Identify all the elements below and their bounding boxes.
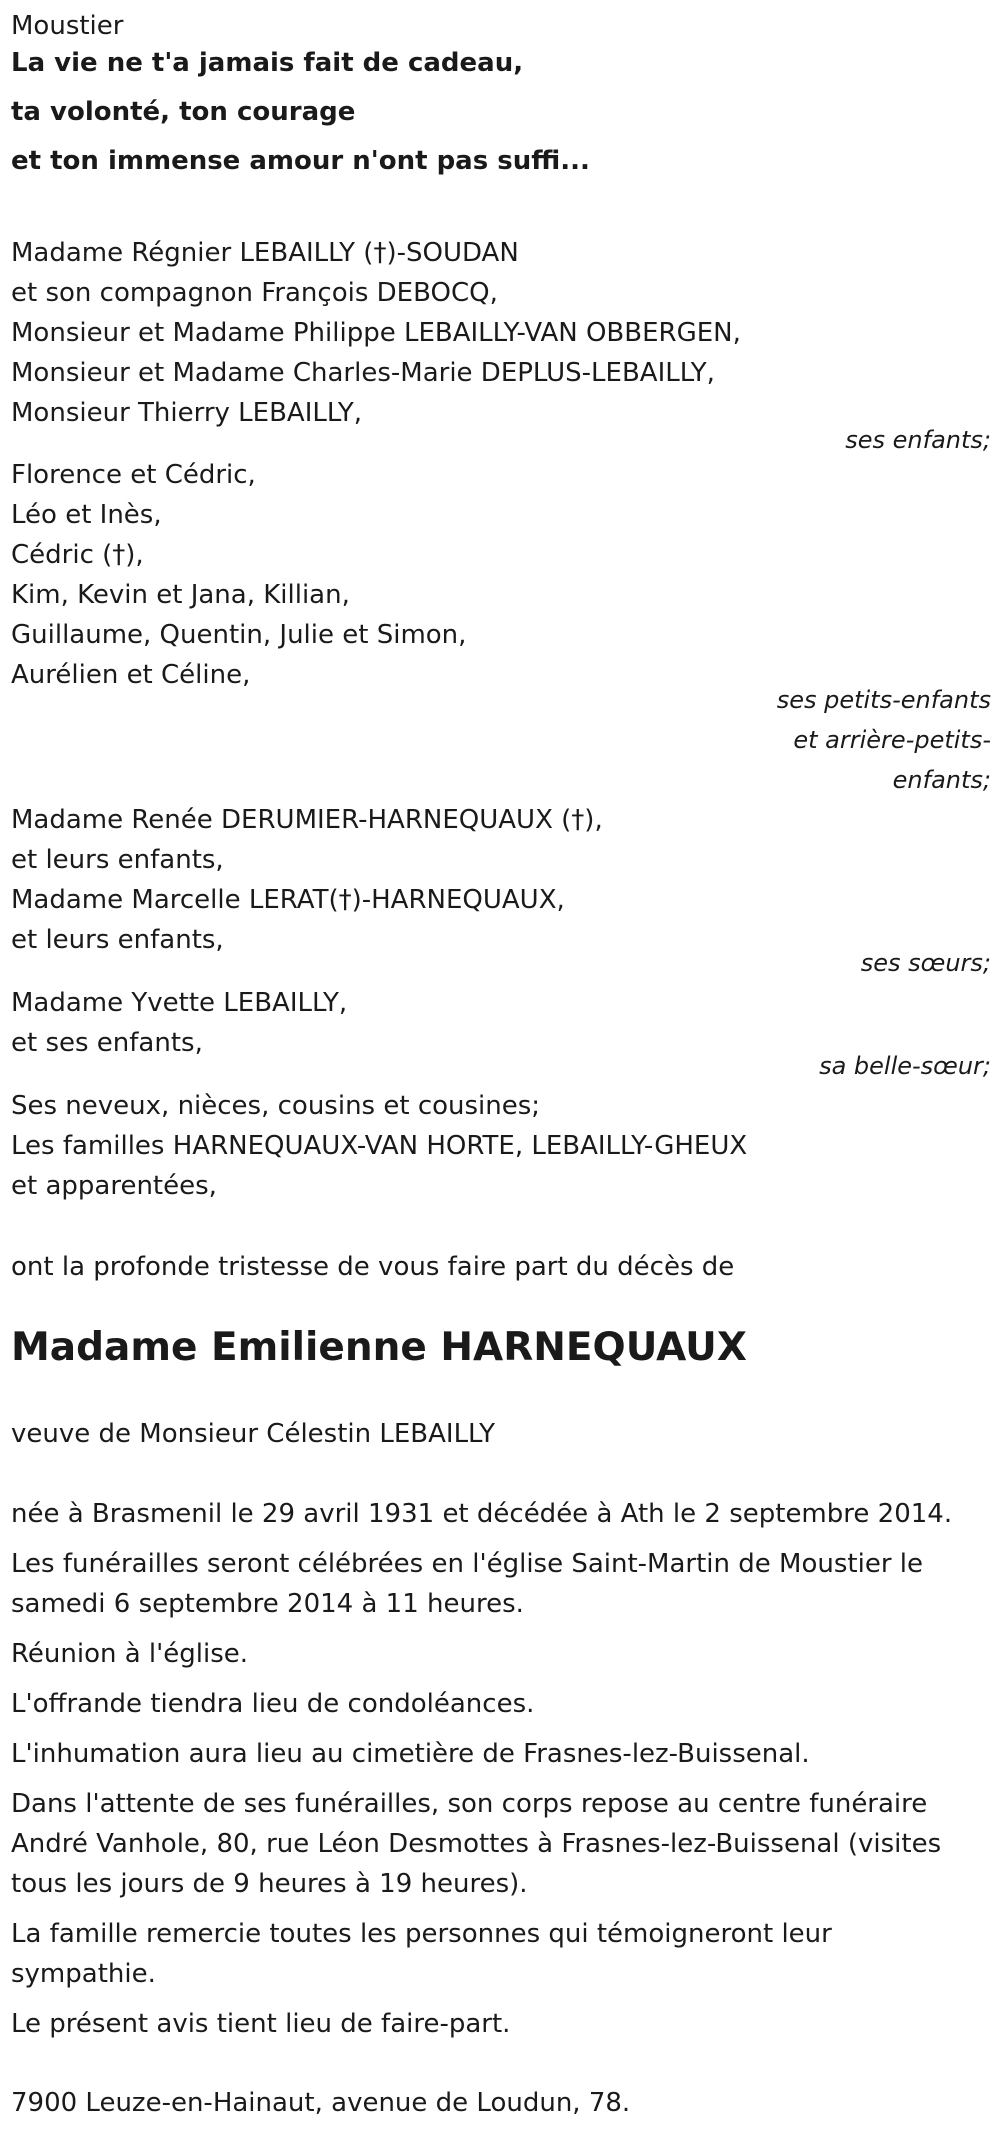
address: 7900 Leuze-en-Hainaut, avenue de Loudun, 78.: [11, 2088, 631, 2118]
detail-paragraph: Dans l'attente de ses funérailles, son corps repose au centre funéraire André Vanhole, 80, rue Léon Desmottes à Frasnes-lez-Buissenal (visites tous les jours de 9 heures à 19 heures).: [11, 1789, 942, 1899]
detail-paragraph: Les funérailles seront célébrées en l'église Saint-Martin de Moustier le samedi 6 septembre 2014 à 11 heures.: [11, 1549, 923, 1619]
family-line: Florence et Cédric,: [11, 460, 256, 490]
family-line: et ses enfants,: [11, 1028, 203, 1058]
family-line: Ses neveux, nièces, cousins et cousines;: [11, 1091, 541, 1121]
epigraph-line: La vie ne t'a jamais fait de cadeau,: [11, 48, 524, 78]
children-block: [11, 233, 991, 463]
family-line: Monsieur et Madame Philippe LEBAILLY-VAN OBBERGEN,: [11, 318, 741, 348]
family-line: Cédric (†),: [11, 540, 144, 570]
family-line: Léo et Inès,: [11, 500, 162, 530]
family-line: Guillaume, Quentin, Julie et Simon,: [11, 620, 467, 650]
place-name: Moustier: [11, 11, 124, 41]
detail-paragraph: La famille remercie toutes les personnes qui témoigneront leur sympathie.: [11, 1919, 832, 1989]
family-line: Madame Renée DERUMIER-HARNEQUAUX (†),: [11, 805, 603, 835]
epigraph-line: ta volonté, ton courage: [11, 97, 356, 127]
epigraph: [11, 39, 991, 186]
family-line: Les familles HARNEQUAUX-VAN HORTE, LEBAILLY-GHEUX: [11, 1131, 748, 1161]
family-line: et apparentées,: [11, 1171, 217, 1201]
family-line: Aurélien et Céline,: [11, 660, 251, 690]
relation-grandchildren: enfants;: [892, 766, 991, 794]
family-line: Madame Yvette LEBAILLY,: [11, 988, 348, 1018]
sister-in-law-block: [11, 983, 991, 1093]
family-line: et son compagnon François DEBOCQ,: [11, 278, 498, 308]
epigraph-line: et ton immense amour n'ont pas suffi...: [11, 146, 590, 176]
announcement: ont la profonde tristesse de vous faire part du décès de: [11, 1252, 735, 1282]
relation-grandchildren: ses petits-enfants: [776, 686, 991, 714]
relation-children: ses enfants;: [845, 426, 991, 454]
relation-sister-in-law: sa belle-sœur;: [819, 1052, 991, 1080]
widow-of: veuve de Monsieur Célestin LEBAILLY: [11, 1419, 495, 1449]
sisters-block: [11, 800, 991, 990]
detail-paragraph: L'offrande tiendra lieu de condoléances.: [11, 1689, 535, 1719]
family-line: Madame Marcelle LERAT(†)-HARNEQUAUX,: [11, 885, 565, 915]
detail-paragraph: L'inhumation aura lieu au cimetière de Frasnes-lez-Buissenal.: [11, 1739, 810, 1769]
detail-paragraph: Réunion à l'église.: [11, 1639, 249, 1669]
others-block: [11, 1086, 991, 1206]
relation-sisters: ses sœurs;: [860, 949, 991, 977]
family-line: Monsieur et Madame Charles-Marie DEPLUS-LEBAILLY,: [11, 358, 715, 388]
detail-paragraph: Le présent avis tient lieu de faire-part.: [11, 2009, 511, 2039]
family-line: et leurs enfants,: [11, 925, 224, 955]
details-block: [11, 1494, 971, 2044]
family-line: Monsieur Thierry LEBAILLY,: [11, 398, 363, 428]
family-line: Madame Régnier LEBAILLY (†)-SOUDAN: [11, 238, 519, 268]
family-line: Kim, Kevin et Jana, Killian,: [11, 580, 350, 610]
deceased-name: Madame Emilienne HARNEQUAUX: [11, 1325, 747, 1370]
family-line: et leurs enfants,: [11, 845, 224, 875]
grandchildren-block: [11, 455, 991, 815]
relation-grandchildren: et arrière-petits-: [793, 726, 991, 754]
detail-paragraph: née à Brasmenil le 29 avril 1931 et décédée à Ath le 2 septembre 2014.: [11, 1499, 953, 1529]
